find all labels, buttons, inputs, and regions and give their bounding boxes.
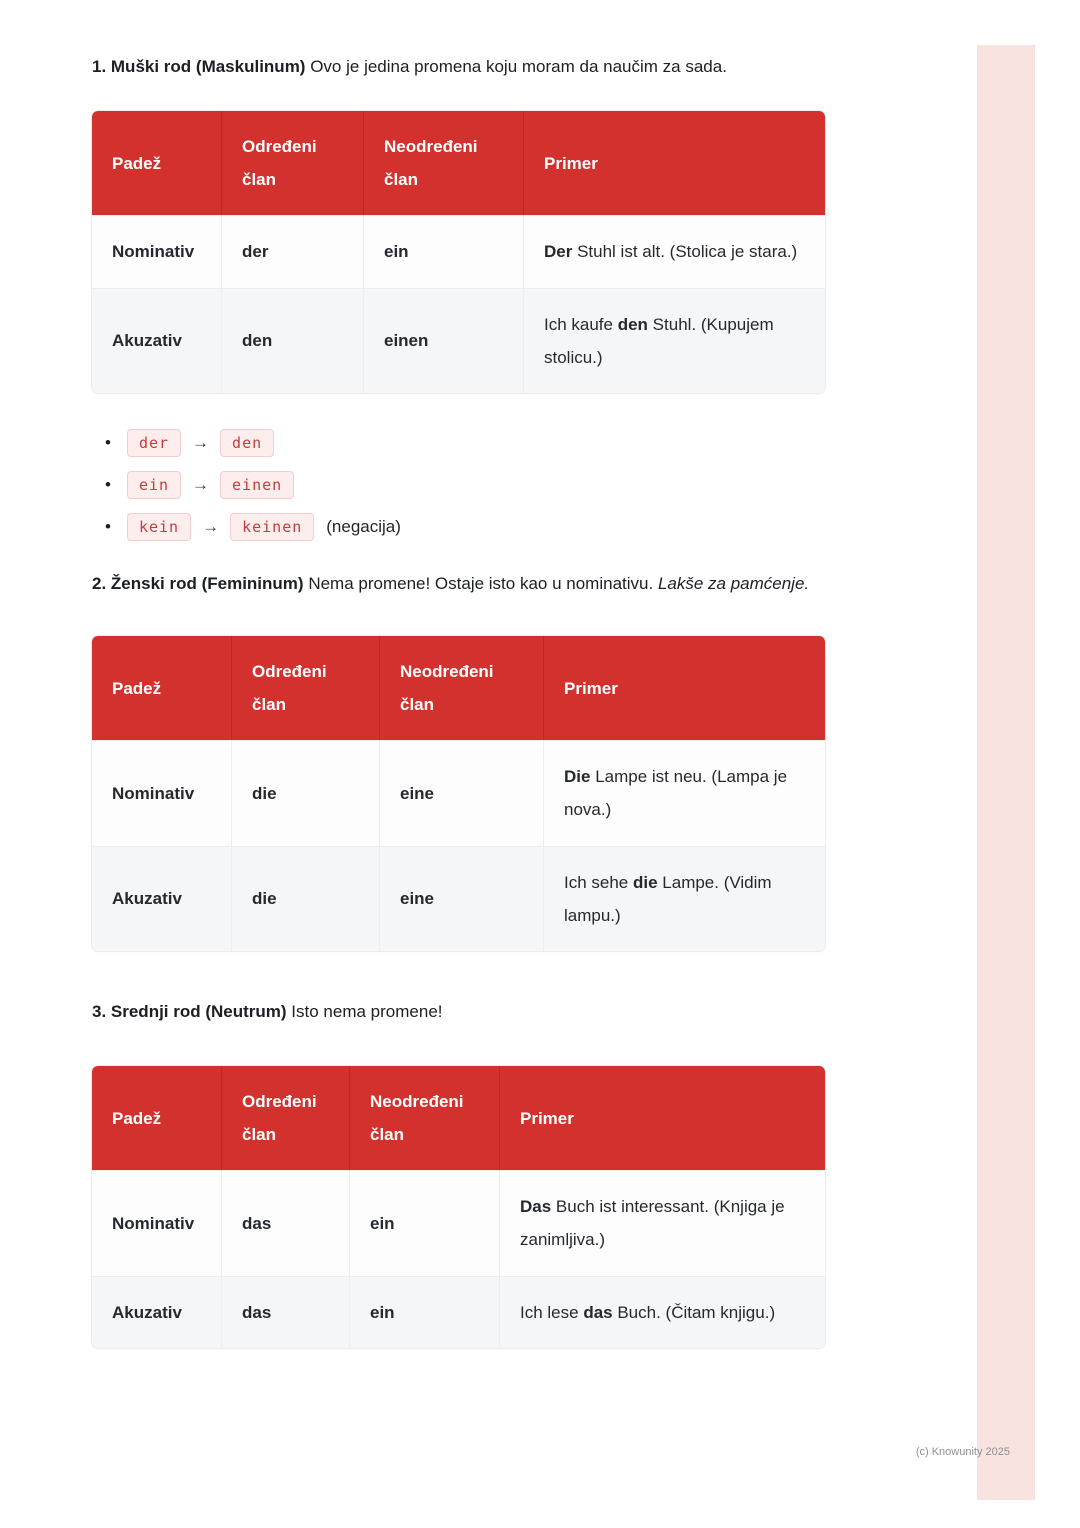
text-part: 1. Muški rod (Maskulinum): [92, 57, 306, 76]
column-header-example: Primer: [500, 1066, 825, 1170]
indefinite-article-cell: ein: [350, 1276, 500, 1348]
code-chip-to: den: [220, 429, 274, 457]
feminine-declension-table: [92, 636, 825, 951]
bullet-icon: •: [105, 475, 111, 495]
case-cell: Akuzativ: [92, 288, 222, 393]
section-1-heading: [92, 50, 825, 83]
column-header-definite-article: Određeni član: [222, 111, 364, 215]
example-cell: [544, 740, 825, 845]
arrow-right-icon: →: [202, 516, 220, 536]
text-part: Ich kaufe: [544, 314, 618, 334]
code-chip-to: einen: [220, 471, 294, 499]
code-chip-from: ein: [127, 471, 181, 499]
list-item-der-den: [105, 429, 825, 457]
indefinite-article-cell: ein: [364, 215, 524, 287]
text-part: Der: [544, 242, 573, 262]
column-header-indefinite-article: Neodređeni član: [364, 111, 524, 215]
text-part: Buch ist interessant. (Knjiga je zanimljiva.): [520, 1197, 785, 1250]
text-part: Ich lese: [520, 1302, 584, 1322]
text-part: den: [617, 314, 648, 334]
column-header-indefinite-article: Neodređeni član: [380, 636, 544, 740]
table-header-row: [92, 111, 825, 215]
table-row-akuzativ: [92, 288, 825, 393]
list-item-kein-keinen: [105, 513, 825, 541]
text-part: Lampe. (Vidim lampu.): [564, 872, 772, 925]
indefinite-article-cell: eine: [380, 740, 544, 845]
column-header-case: Padež: [92, 636, 232, 740]
indefinite-article-cell: ein: [350, 1170, 500, 1275]
case-cell: Nominativ: [92, 215, 222, 287]
table-row-nominativ: [92, 740, 825, 845]
column-header-example: Primer: [544, 636, 825, 740]
text-part: Das: [520, 1197, 552, 1217]
table-row-akuzativ: [92, 846, 825, 951]
arrow-right-icon: →: [192, 474, 210, 494]
table-row-akuzativ: [92, 1276, 825, 1348]
case-cell: Nominativ: [92, 740, 232, 845]
masculine-declension-table: [92, 111, 825, 393]
text-part: Stuhl ist alt. (Stolica je stara.): [572, 242, 798, 262]
code-chip-to: keinen: [230, 513, 314, 541]
table-row-nominativ: [92, 1170, 825, 1275]
document-content: [92, 50, 825, 1348]
text-part: Ovo je jedina promena koju moram da naučim za sada.: [305, 57, 727, 76]
example-cell: [500, 1276, 825, 1348]
text-part: Buch. (Čitam knjigu.): [612, 1302, 776, 1322]
article-change-list: [92, 429, 825, 541]
text-part: Isto nema promene!: [286, 1001, 443, 1021]
definite-article-cell: das: [222, 1276, 350, 1348]
bullet-icon: •: [105, 433, 111, 453]
text-part: Lampe ist neu. (Lampa je nova.): [564, 767, 788, 820]
definite-article-cell: den: [222, 288, 364, 393]
text-part: die: [633, 872, 658, 892]
case-cell: Akuzativ: [92, 1276, 222, 1348]
text-part: 3. Srednji rod (Neutrum): [92, 1001, 287, 1021]
text-part: Die: [564, 767, 591, 787]
example-cell: [524, 288, 825, 393]
case-cell: Akuzativ: [92, 846, 232, 951]
right-margin-stripe: [977, 45, 1035, 1500]
definite-article-cell: die: [232, 740, 380, 845]
column-header-indefinite-article: Neodređeni član: [350, 1066, 500, 1170]
bullet-icon: •: [105, 517, 111, 537]
rule-note: (negacija): [326, 516, 401, 536]
example-cell: [500, 1170, 825, 1275]
definite-article-cell: der: [222, 215, 364, 287]
column-header-case: Padež: [92, 111, 222, 215]
example-cell: [544, 846, 825, 951]
table-header-row: [92, 1066, 825, 1170]
definite-article-cell: die: [232, 846, 380, 951]
column-header-example: Primer: [524, 111, 825, 215]
text-part: Stuhl. (Kupujem stolicu.): [544, 314, 774, 367]
arrow-right-icon: →: [192, 432, 210, 452]
section-3-heading: [92, 995, 825, 1028]
text-part: Lakše za pamćenje.: [657, 573, 810, 593]
column-header-case: Padež: [92, 1066, 222, 1170]
list-item-ein-einen: [105, 471, 825, 499]
indefinite-article-cell: eine: [380, 846, 544, 951]
text-part: 2. Ženski rod (Femininum): [92, 573, 304, 593]
example-cell: [524, 215, 825, 287]
section-2-heading: [92, 567, 825, 600]
text-part: Ich sehe: [564, 872, 633, 892]
neuter-declension-table: [92, 1066, 825, 1348]
code-chip-from: der: [127, 429, 181, 457]
text-part: das: [583, 1302, 613, 1322]
table-row-nominativ: [92, 215, 825, 287]
code-chip-from: kein: [127, 513, 191, 541]
copyright-footer: (c) Knowunity 2025: [915, 1446, 1010, 1458]
definite-article-cell: das: [222, 1170, 350, 1275]
text-part: Nema promene! Ostaje isto kao u nominativu.: [303, 573, 658, 593]
column-header-definite-article: Određeni član: [222, 1066, 350, 1170]
table-header-row: [92, 636, 825, 740]
indefinite-article-cell: einen: [364, 288, 524, 393]
case-cell: Nominativ: [92, 1170, 222, 1275]
column-header-definite-article: Određeni član: [232, 636, 380, 740]
